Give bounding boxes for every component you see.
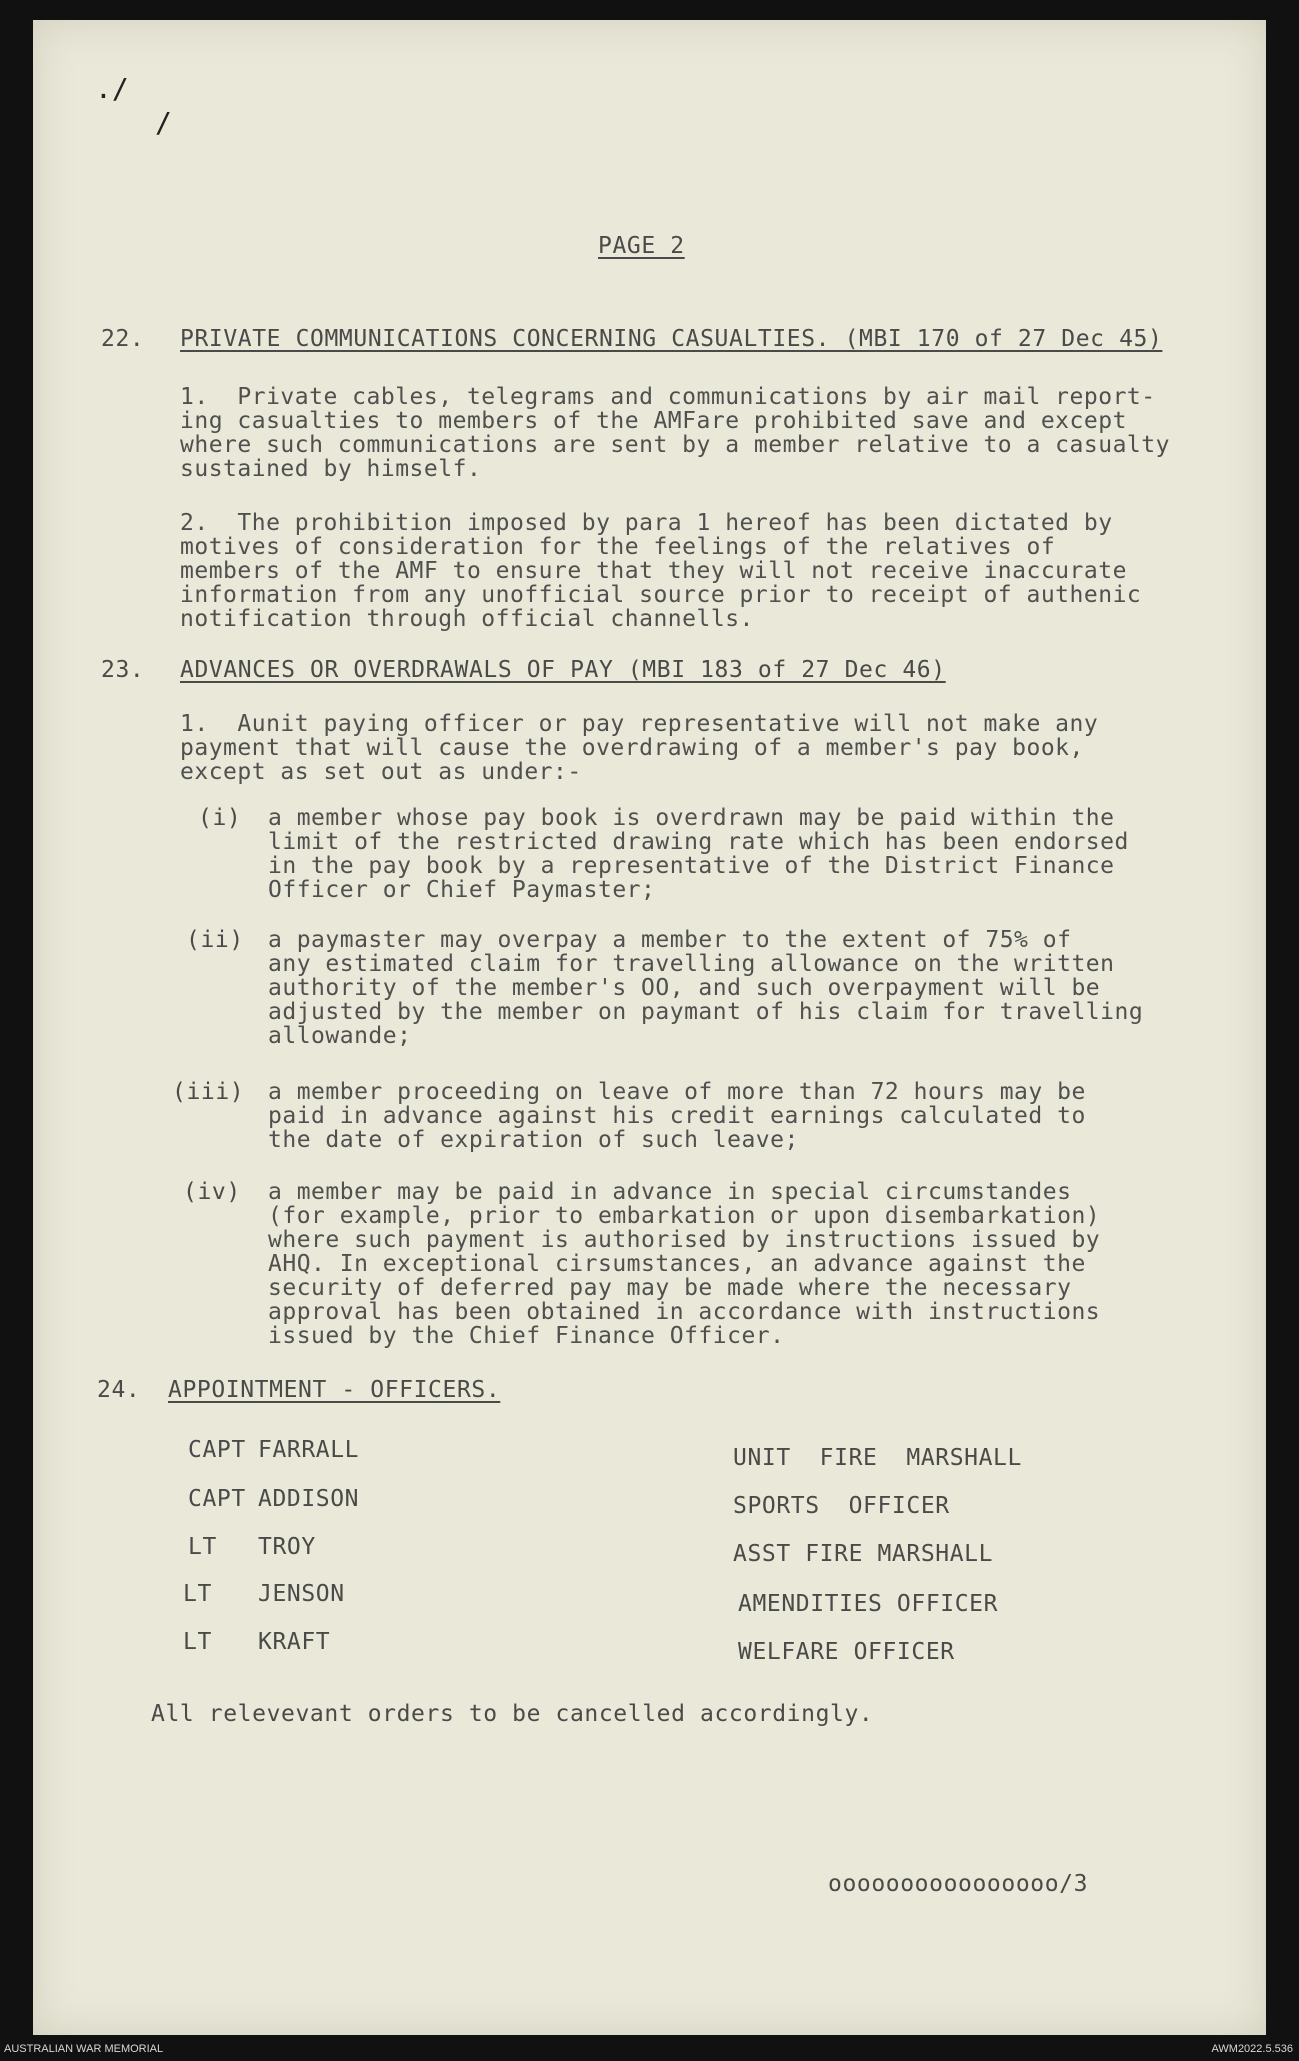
officer-role: SPORTS OFFICER [733, 1493, 950, 1519]
officer-role: AMENDITIES OFFICER [738, 1591, 999, 1617]
text-line: ing casualties to members of the AMFare prohibited save and except [180, 408, 1127, 434]
officer-rank: LT [183, 1581, 212, 1607]
list-item [268, 1080, 1086, 1152]
closing-note: All relevevant orders to be cancelled accordingly. [151, 1701, 874, 1727]
item-label: (iv) [183, 1179, 241, 1205]
handwritten-mark: ./ [95, 72, 129, 105]
officer-name: ADDISON [258, 1486, 360, 1512]
text-line: adjusted by the member on paymant of his claim for travelling [268, 999, 1144, 1025]
officer-rank: CAPT [188, 1437, 246, 1463]
text-line: 1. Private cables, telegrams and communications by air mail report- [180, 384, 1156, 410]
text-line: issued by the Chief Finance Officer. [268, 1323, 785, 1349]
text-line: sustained by himself. [180, 456, 482, 482]
item-label: (ii) [186, 927, 244, 953]
archive-reference: AWM2022.5.536 [1211, 2043, 1293, 2055]
paragraph [180, 712, 1098, 784]
officer-name: KRAFT [258, 1629, 331, 1655]
text-line: limit of the restricted drawing rate which has been endorsed [268, 829, 1129, 855]
officer-role: ASST FIRE MARSHALL [733, 1541, 994, 1567]
officer-rank: CAPT [188, 1486, 246, 1512]
text-line: members of the AMF to ensure that they will not receive inaccurate [180, 558, 1127, 584]
text-line: security of deferred pay may be made where the necessary [268, 1275, 1072, 1301]
text-line: authority of the member's OO, and such overpayment will be [268, 975, 1101, 1001]
text-line: except as set out as under:- [180, 759, 582, 785]
item-label: (iii) [172, 1079, 245, 1105]
text-line: notification through official channells. [180, 606, 754, 632]
list-item [268, 928, 1143, 1048]
document-page [33, 20, 1266, 2035]
text-line: payment that will cause the overdrawing of a member's pay book, [180, 735, 1084, 761]
handwritten-mark: / [155, 106, 172, 139]
text-line: a member whose pay book is overdrawn may be paid within the [268, 805, 1115, 831]
text-line: allowande; [268, 1023, 412, 1049]
list-item [268, 1180, 1100, 1348]
section-heading: PRIVATE COMMUNICATIONS CONCERNING CASUALTIES. (MBI 170 of 27 Dec 45) [180, 326, 1163, 352]
section-heading: ADVANCES OR OVERDRAWALS OF PAY (MBI 183 of 27 Dec 46) [180, 657, 946, 683]
text-line: a member proceeding on leave of more than 72 hours may be [268, 1079, 1086, 1105]
text-line: the date of expiration of such leave; [268, 1127, 799, 1153]
text-line: 2. The prohibition imposed by para 1 hereof has been dictated by [180, 510, 1113, 536]
text-line: paid in advance against his credit earnings calculated to [268, 1103, 1086, 1129]
text-line: 1. Aunit paying officer or pay representative will not make any [180, 711, 1099, 737]
section-number: 23. [101, 657, 145, 683]
text-line: approval has been obtained in accordance with instructions [268, 1299, 1101, 1325]
section-number: 22. [101, 326, 145, 352]
text-line: in the pay book by a representative of the District Finance [268, 853, 1115, 879]
page-header: PAGE 2 [598, 233, 685, 259]
continuation-marker: oooooooooooooooo/3 [828, 1871, 1089, 1897]
item-label: (i) [198, 805, 242, 831]
officer-rank: LT [188, 1534, 217, 1560]
text-line: Officer or Chief Paymaster; [268, 877, 656, 903]
officer-name: TROY [258, 1534, 316, 1560]
list-item [268, 806, 1129, 902]
text-line: information from any unofficial source prior to receipt of authenic [180, 582, 1142, 608]
section-number: 24. [97, 1377, 141, 1403]
archive-footer [0, 2039, 1299, 2061]
text-line: where such communications are sent by a member relative to a casualty [180, 432, 1170, 458]
text-line: a paymaster may overpay a member to the extent of 75% of [268, 927, 1072, 953]
paragraph [180, 511, 1141, 631]
officer-role: UNIT FIRE MARSHALL [733, 1445, 1022, 1471]
text-line: motives of consideration for the feelings of the relatives of [180, 534, 1056, 560]
text-line: AHQ. In exceptional cirsumstances, an advance against the [268, 1251, 1086, 1277]
officer-name: FARRALL [258, 1437, 360, 1463]
officer-rank: LT [183, 1629, 212, 1655]
section-heading: APPOINTMENT - OFFICERS. [168, 1377, 501, 1403]
text-line: a member may be paid in advance in special circumstandes [268, 1179, 1072, 1205]
paragraph [180, 385, 1170, 481]
text-line: where such payment is authorised by instructions issued by [268, 1227, 1101, 1253]
text-line: (for example, prior to embarkation or upon disembarkation) [268, 1203, 1101, 1229]
officer-role: WELFARE OFFICER [738, 1639, 955, 1665]
officer-name: JENSON [258, 1581, 345, 1607]
text-line: any estimated claim for travelling allowance on the written [268, 951, 1115, 977]
archive-credit: AUSTRALIAN WAR MEMORIAL [4, 2043, 164, 2055]
